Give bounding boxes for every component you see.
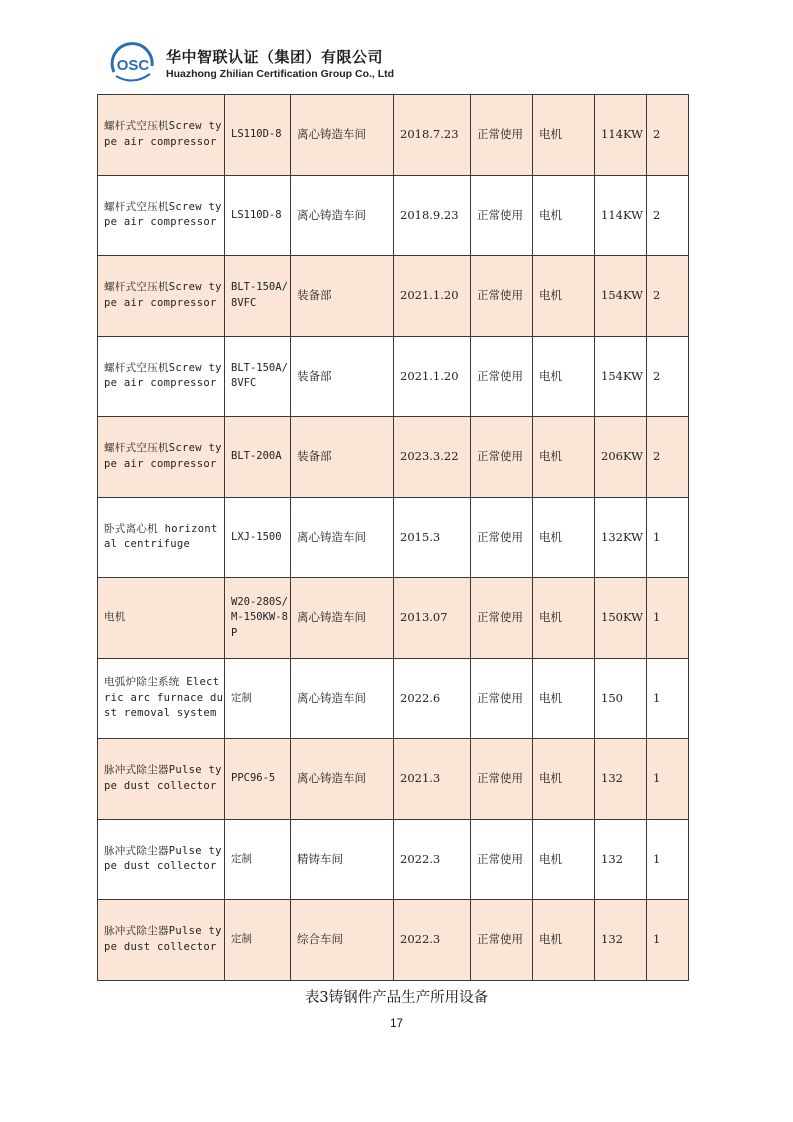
cell-status: 正常使用 [471, 900, 533, 981]
cell-date: 2021.3 [394, 739, 471, 820]
cell-quantity: 2 [647, 336, 689, 417]
cell-location: 离心铸造车间 [291, 95, 394, 176]
cell-date: 2018.7.23 [394, 95, 471, 176]
cell-quantity: 1 [647, 658, 689, 739]
cell-power-type: 电机 [533, 658, 595, 739]
cell-quantity: 1 [647, 819, 689, 900]
cell-equipment-name: 电机 [98, 578, 225, 659]
cell-date: 2015.3 [394, 497, 471, 578]
cell-location: 离心铸造车间 [291, 497, 394, 578]
cell-model: 定制 [225, 819, 291, 900]
cell-power: 206KW [595, 417, 647, 498]
table-row [98, 95, 689, 176]
table-caption: 表3铸钢件产品生产所用设备 [304, 990, 489, 1006]
cell-location: 装备部 [291, 256, 394, 337]
cell-quantity: 2 [647, 175, 689, 256]
cell-status: 正常使用 [471, 417, 533, 498]
equipment-table [97, 94, 689, 981]
cell-model: LXJ-1500 [225, 497, 291, 578]
cell-quantity: 1 [647, 578, 689, 659]
equipment-table-body [98, 95, 689, 981]
cell-status: 正常使用 [471, 336, 533, 417]
cell-model: LS110D-8 [225, 175, 291, 256]
cell-date: 2018.9.23 [394, 175, 471, 256]
cell-power: 132KW [595, 497, 647, 578]
company-name-en: Huazhong Zhilian Certification Group Co., Ltd [166, 68, 395, 80]
cell-status: 正常使用 [471, 739, 533, 820]
cell-model: BLT-150A/8VFC [225, 336, 291, 417]
table-row [98, 900, 689, 981]
table-row [98, 417, 689, 498]
company-name-cn: 华中智联认证（集团）有限公司 [166, 48, 384, 66]
cell-equipment-name: 螺杆式空压机Screw type air compressor [98, 175, 225, 256]
cell-power-type: 电机 [533, 417, 595, 498]
cell-date: 2023.3.22 [394, 417, 471, 498]
cell-location: 离心铸造车间 [291, 739, 394, 820]
cell-date: 2022.3 [394, 819, 471, 900]
cell-model: 定制 [225, 900, 291, 981]
cell-status: 正常使用 [471, 497, 533, 578]
cell-model: PPC96-5 [225, 739, 291, 820]
table-row [98, 336, 689, 417]
svg-text:OSC: OSC [116, 57, 150, 74]
cell-power: 150 [595, 658, 647, 739]
cell-model: 定制 [225, 658, 291, 739]
cell-equipment-name: 螺杆式空压机Screw type air compressor [98, 95, 225, 176]
cell-quantity: 1 [647, 739, 689, 820]
cell-power-type: 电机 [533, 739, 595, 820]
cell-power: 114KW [595, 95, 647, 176]
cell-location: 精铸车间 [291, 819, 394, 900]
cell-power-type: 电机 [533, 175, 595, 256]
cell-date: 2022.6 [394, 658, 471, 739]
cell-quantity: 2 [647, 256, 689, 337]
cell-power: 132 [595, 819, 647, 900]
table-row [98, 739, 689, 820]
cell-power-type: 电机 [533, 497, 595, 578]
cell-location: 装备部 [291, 417, 394, 498]
cell-status: 正常使用 [471, 175, 533, 256]
cell-location: 综合车间 [291, 900, 394, 981]
cell-power: 114KW [595, 175, 647, 256]
table-row [98, 175, 689, 256]
cell-quantity: 1 [647, 497, 689, 578]
cell-equipment-name: 螺杆式空压机Screw type air compressor [98, 417, 225, 498]
cell-date: 2021.1.20 [394, 256, 471, 337]
cell-date: 2013.07 [394, 578, 471, 659]
cell-model: LS110D-8 [225, 95, 291, 176]
company-logo-icon [108, 42, 158, 88]
cell-power-type: 电机 [533, 819, 595, 900]
cell-status: 正常使用 [471, 658, 533, 739]
cell-power-type: 电机 [533, 578, 595, 659]
cell-power: 150KW [595, 578, 647, 659]
cell-equipment-name: 脉冲式除尘器Pulse type dust collector [98, 739, 225, 820]
cell-quantity: 2 [647, 417, 689, 498]
cell-power-type: 电机 [533, 95, 595, 176]
cell-power: 132 [595, 739, 647, 820]
cell-equipment-name: 螺杆式空压机Screw type air compressor [98, 336, 225, 417]
cell-power: 154KW [595, 256, 647, 337]
cell-location: 装备部 [291, 336, 394, 417]
cell-power: 132 [595, 900, 647, 981]
cell-location: 离心铸造车间 [291, 175, 394, 256]
cell-power-type: 电机 [533, 336, 595, 417]
cell-equipment-name: 电弧炉除尘系统 Electric arc furnace dust removal system [98, 658, 225, 739]
cell-status: 正常使用 [471, 819, 533, 900]
cell-equipment-name: 脉冲式除尘器Pulse type dust collector [98, 900, 225, 981]
cell-location: 离心铸造车间 [291, 658, 394, 739]
cell-location: 离心铸造车间 [291, 578, 394, 659]
table-row [98, 658, 689, 739]
cell-equipment-name: 卧式离心机 horizontal centrifuge [98, 497, 225, 578]
cell-status: 正常使用 [471, 578, 533, 659]
cell-equipment-name: 脉冲式除尘器Pulse type dust collector [98, 819, 225, 900]
cell-model: BLT-150A/8VFC [225, 256, 291, 337]
cell-power-type: 电机 [533, 900, 595, 981]
cell-date: 2021.1.20 [394, 336, 471, 417]
cell-model: W20-280S/M-150KW-8P [225, 578, 291, 659]
cell-equipment-name: 螺杆式空压机Screw type air compressor [98, 256, 225, 337]
cell-status: 正常使用 [471, 95, 533, 176]
cell-power-type: 电机 [533, 256, 595, 337]
table-row [98, 497, 689, 578]
cell-status: 正常使用 [471, 256, 533, 337]
cell-model: BLT-200A [225, 417, 291, 498]
table-row [98, 256, 689, 337]
table-row [98, 819, 689, 900]
page-number: 17 [390, 1018, 403, 1030]
cell-quantity: 2 [647, 95, 689, 176]
cell-date: 2022.3 [394, 900, 471, 981]
cell-quantity: 1 [647, 900, 689, 981]
table-row [98, 578, 689, 659]
cell-power: 154KW [595, 336, 647, 417]
